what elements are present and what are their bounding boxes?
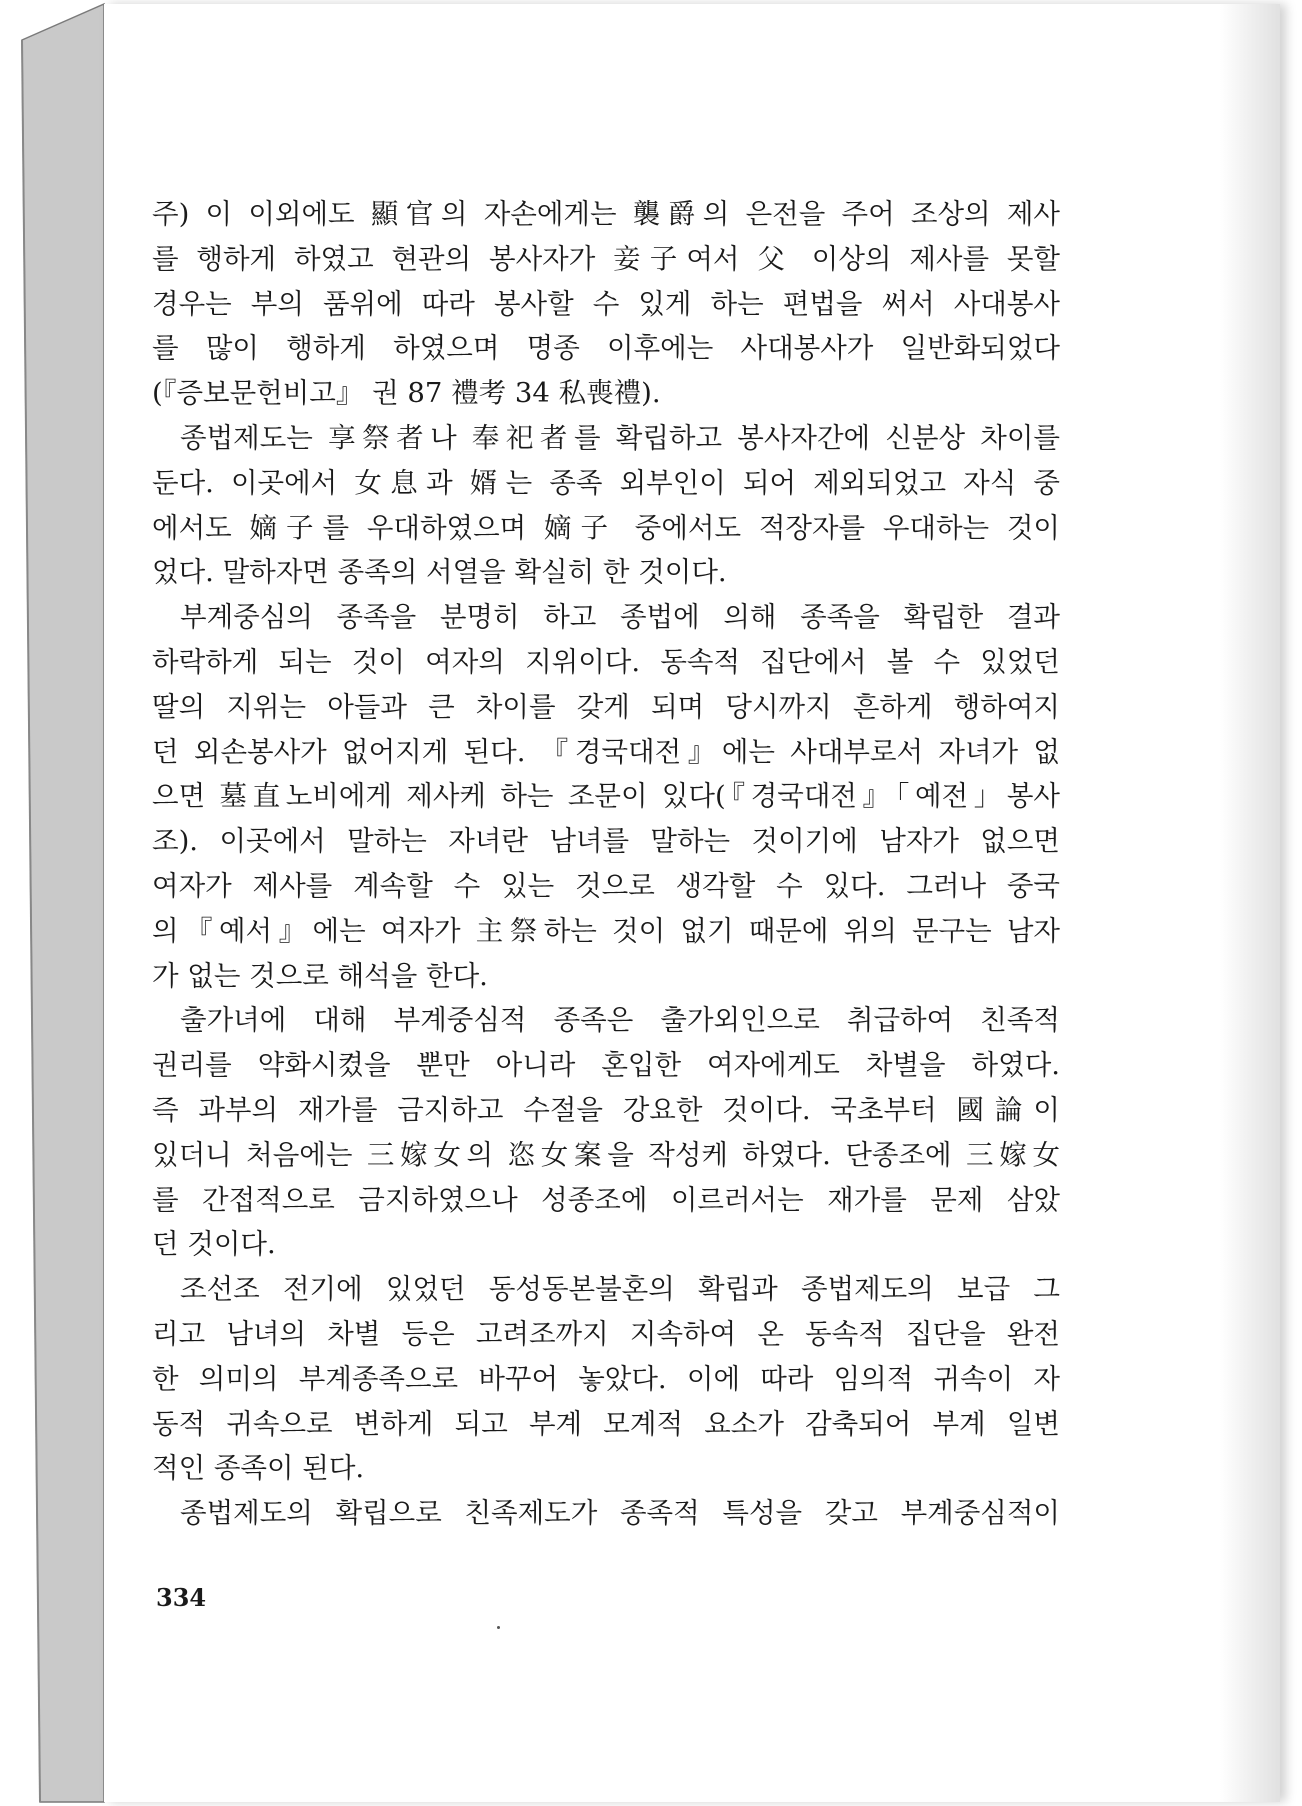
text-line: 던 외손봉사가 없어지게 된다. 『경국대전』에는 사대부로서 자녀가 없 [152,735,1060,768]
text-line: (『증보문헌비고』 권 87 禮考 34 私喪禮). [152,377,661,410]
text-line: 있더니 처음에는 三嫁女의 恣女案을 작성케 하였다. 단종조에 三嫁女 [152,1138,1060,1171]
text-line: 던 것이다. [152,1228,276,1261]
text-line: 부계중심의 종족을 분명히 하고 종법에 의해 종족을 확립한 결과 [180,601,1060,634]
text-line: 종법제도는 享祭者나 奉祀者를 확립하고 봉사자간에 신분상 차이를 [180,421,1060,454]
text-line: 여자가 제사를 계속할 수 있는 것으로 생각할 수 있다. 그러나 중국 [152,869,1060,902]
text-line: 동적 귀속으로 변하게 되고 부계 모계적 요소가 감축되어 부계 일변 [152,1407,1060,1440]
text-line: 의『예서』에는 여자가 主祭하는 것이 없기 때문에 위의 문구는 남자 [152,914,1060,947]
print-speck [497,1626,500,1629]
text-line: 를 간접적으로 금지하였으나 성종조에 이르러서는 재가를 문제 삼았 [152,1183,1060,1216]
text-line: 주) 이 이외에도 顯官의 자손에게는 襲爵의 은전을 주어 조상의 제사 [152,198,1060,230]
text-line: 경우는 부의 품위에 따라 봉사할 수 있게 하는 편법을 써서 사대봉사 [152,287,1060,320]
body-text [152,192,1060,1536]
text-line: 를 행하게 하였고 현관의 봉사자가 妾子여서 父 이상의 제사를 못할 [152,242,1060,275]
text-line: 가 없는 것으로 해석을 한다. [152,959,488,992]
page-edge-shadow [1220,4,1280,1802]
text-line: 둔다. 이곳에서 女息과 婿는 종족 외부인이 되어 제외되었고 자식 중 [152,466,1060,499]
text-line: 딸의 지위는 아들과 큰 차이를 갖게 되며 당시까지 흔하게 행하여지 [152,690,1060,723]
text-line: 었다. 말하자면 종족의 서열을 확실히 한 것이다. [152,556,727,589]
text-line: 출가녀에 대해 부계중심적 종족은 출가외인으로 취급하여 친족적 [180,1004,1060,1037]
text-line: 권리를 약화시켰을 뿐만 아니라 혼입한 여자에게도 차별을 하였다. [152,1049,1060,1082]
text-line: 하락하게 되는 것이 여자의 지위이다. 동속적 집단에서 볼 수 있었던 [152,645,1060,678]
text-line: 에서도 嫡子를 우대하였으며 嫡子 중에서도 적장자를 우대하는 것이 [152,511,1060,544]
text-line: 즉 과부의 재가를 금지하고 수절을 강요한 것이다. 국초부터 國論이 [152,1093,1060,1126]
text-line: 한 의미의 부계종족으로 바꾸어 놓았다. 이에 따라 임의적 귀속이 자 [152,1362,1060,1395]
text-line: 리고 남녀의 차별 등은 고려조까지 지속하여 온 동속적 집단을 완전 [152,1317,1060,1350]
text-line: 종법제도의 확립으로 친족제도가 종족적 특성을 갖고 부계중심적이 [180,1497,1060,1530]
text-line: 조선조 전기에 있었던 동성동본불혼의 확립과 종법제도의 보급 그 [180,1273,1060,1306]
text-line: 조). 이곳에서 말하는 자녀란 남녀를 말하는 것이기에 남자가 없으면 [152,825,1060,858]
page-number: 334 [156,1583,207,1612]
text-line: 으면 墓直노비에게 제사케 하는 조문이 있다(『경국대전』「예전」봉사 [152,780,1060,813]
text-line: 를 많이 행하게 하였으며 명종 이후에는 사대봉사가 일반화되었다 [152,332,1060,365]
text-line: 적인 종족이 된다. [152,1452,365,1485]
